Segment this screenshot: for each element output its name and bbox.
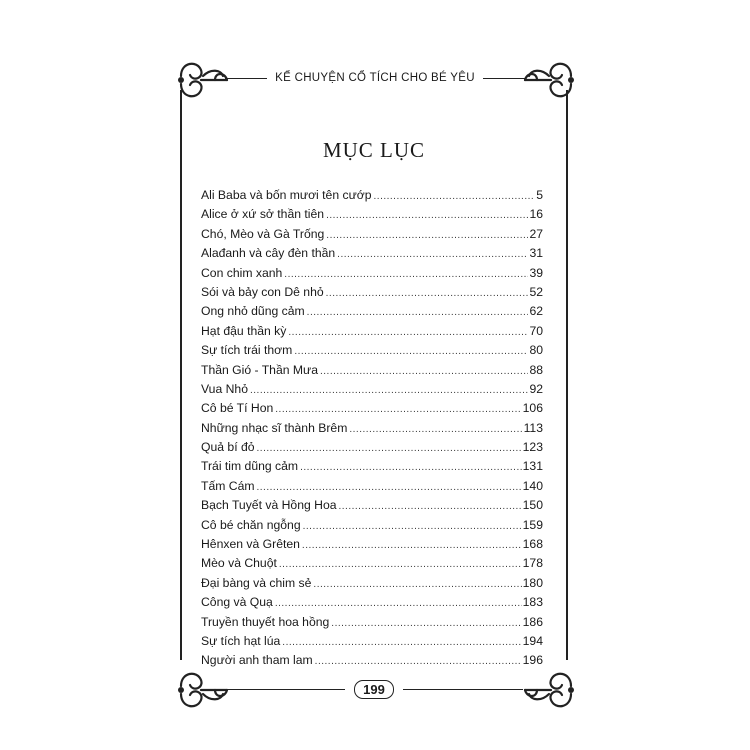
toc-entry [201,593,543,612]
toc-entry-page: 39 [529,265,543,280]
toc-entry-leader [337,245,528,264]
toc-entry-page: 62 [529,304,543,319]
toc-entry-title: Vua Nhỏ [201,381,248,396]
toc-entry-page: 194 [522,633,543,648]
toc-entry-page: 5 [536,188,543,202]
toc-entry-leader [303,517,522,536]
toc-entry-leader [250,381,528,400]
toc-heading: MỤC LỤC [322,138,426,162]
toc-entry-title: Hạt đậu thần kỳ [201,323,287,338]
toc-entry-title: Chó, Mèo và Gà Trống [201,226,325,241]
toc-entry [201,516,543,535]
toc-entry-title: Đại bàng và chim sẻ [201,575,312,590]
toc-entry-leader [279,555,522,574]
toc-entry-page: 178 [522,556,543,571]
toc-entry-leader [313,575,521,594]
toc-entry-page: 70 [529,323,543,338]
toc-entry-page: 180 [522,575,543,590]
toc-entry-leader [284,265,528,284]
toc-entry [201,264,543,283]
toc-entry-page: 186 [522,614,543,629]
header-rule-right [483,78,525,79]
toc-entry [201,302,543,321]
toc-entry-title: Ali Baba và bốn mươi tên cướp [201,188,372,202]
toc-entry-title: Tấm Cám [201,478,255,493]
toc-entry [201,496,543,515]
toc-entry-page: 31 [529,246,543,261]
toc-entry [201,225,543,244]
toc-entry-title: Người anh tham lam [201,653,313,668]
toc-entry-leader [257,439,522,458]
toc-entry-title: Con chim xanh [201,265,283,280]
toc-entry-title: Cô bé chăn ngỗng [201,517,301,532]
page-footer [180,676,568,702]
toc-entry-leader [300,458,522,477]
toc-entry-title: Alice ở xứ sở thần tiên [201,207,325,222]
toc-entry [201,477,543,496]
toc-entry-leader [315,652,522,671]
toc-entry-title: Những nhạc sĩ thành Brêm [201,420,348,435]
toc-entry-leader [339,497,522,516]
toc-entry-page: 113 [523,420,543,435]
toc-entry [201,244,543,263]
toc-entry-page: 168 [522,537,543,552]
toc-entry-page: 88 [529,362,543,377]
toc-entry-leader [320,362,528,381]
toc-entry-title: Bạch Tuyết và Hồng Hoa [201,498,337,513]
toc-entry-title: Sự tích trái thơm [201,343,293,358]
frame-left-border [180,90,182,660]
toc-entry [201,535,543,554]
toc-entry-leader [326,284,529,303]
toc-entry-leader [302,536,522,555]
toc-entry-page: 183 [522,595,543,610]
toc-entry-leader [257,478,522,497]
toc-entry-title: Sự tích hạt lúa [201,633,281,648]
running-header [225,68,525,88]
toc-entry-page: 196 [522,653,543,668]
toc-entry [201,554,543,573]
toc-entry-leader [307,303,529,322]
toc-entry-leader [331,614,521,633]
toc-entry-title: Alađanh và cây đèn thần [201,246,336,261]
toc-entry-leader [349,420,522,439]
toc-entry [201,651,543,670]
toc-entry [201,613,543,632]
toc-entry [201,438,543,457]
toc-entry-leader [275,400,521,419]
toc-entry-title: Sói và bảy con Dê nhỏ [201,284,324,299]
toc-entry-page: 123 [522,440,543,455]
toc-entry-page: 80 [529,343,543,358]
toc-entry-leader [374,187,536,206]
toc-entry-page: 131 [522,459,543,474]
toc-entry [201,632,543,651]
toc-entry-title: Trái tim dũng cảm [201,459,299,474]
corner-flourish-top-right-icon [517,50,577,110]
toc-entry [201,186,543,205]
toc-entry-page: 159 [522,517,543,532]
toc-entry-leader [294,342,528,361]
toc-entry-title: Thần Gió - Thần Mưa [201,362,318,377]
toc-entry-page: 16 [529,207,543,222]
toc-entry-page: 52 [529,284,543,299]
toc-entry-page: 150 [522,498,543,513]
toc-entry-page: 106 [522,401,543,416]
toc-entry-page: 27 [529,226,543,241]
toc-entry-leader [288,323,528,342]
toc-entry [201,380,543,399]
header-rule-left [225,78,267,79]
toc-entry-leader [275,594,522,613]
toc-entry [201,205,543,224]
toc-entry [201,399,543,418]
toc-entry [201,574,543,593]
toc-entry-leader [282,633,521,652]
book-title: KỂ CHUYỆN CỔ TÍCH CHO BÉ YÊU [275,72,475,84]
toc-entry [201,457,543,476]
footer-rule-left [225,689,345,690]
toc-entry-leader [326,226,528,245]
toc-entry-title: Hênxen và Grêten [201,537,300,552]
toc-entry-title: Truyền thuyết hoa hồng [201,614,330,629]
toc-entry [201,283,543,302]
frame-right-border [566,90,568,660]
toc-entry-leader [326,206,528,225]
toc-entry-page: 92 [529,381,543,396]
toc-entry-title: Quả bí đỏ [201,440,255,455]
toc-entry-title: Công và Quạ [201,595,273,610]
toc-entry-title: Ong nhỏ dũng cảm [201,304,305,319]
toc-entry-title: Mèo và Chuột [201,556,277,571]
toc-entry [201,419,543,438]
toc-entry-page: 140 [522,478,543,493]
toc-entry [201,361,543,380]
toc-entry-title: Cô bé Tí Hon [201,401,274,416]
toc-entry [201,341,543,360]
page-number: 199 [354,680,394,699]
toc-list [201,186,543,671]
footer-rule-right [403,689,523,690]
toc-entry [201,322,543,341]
